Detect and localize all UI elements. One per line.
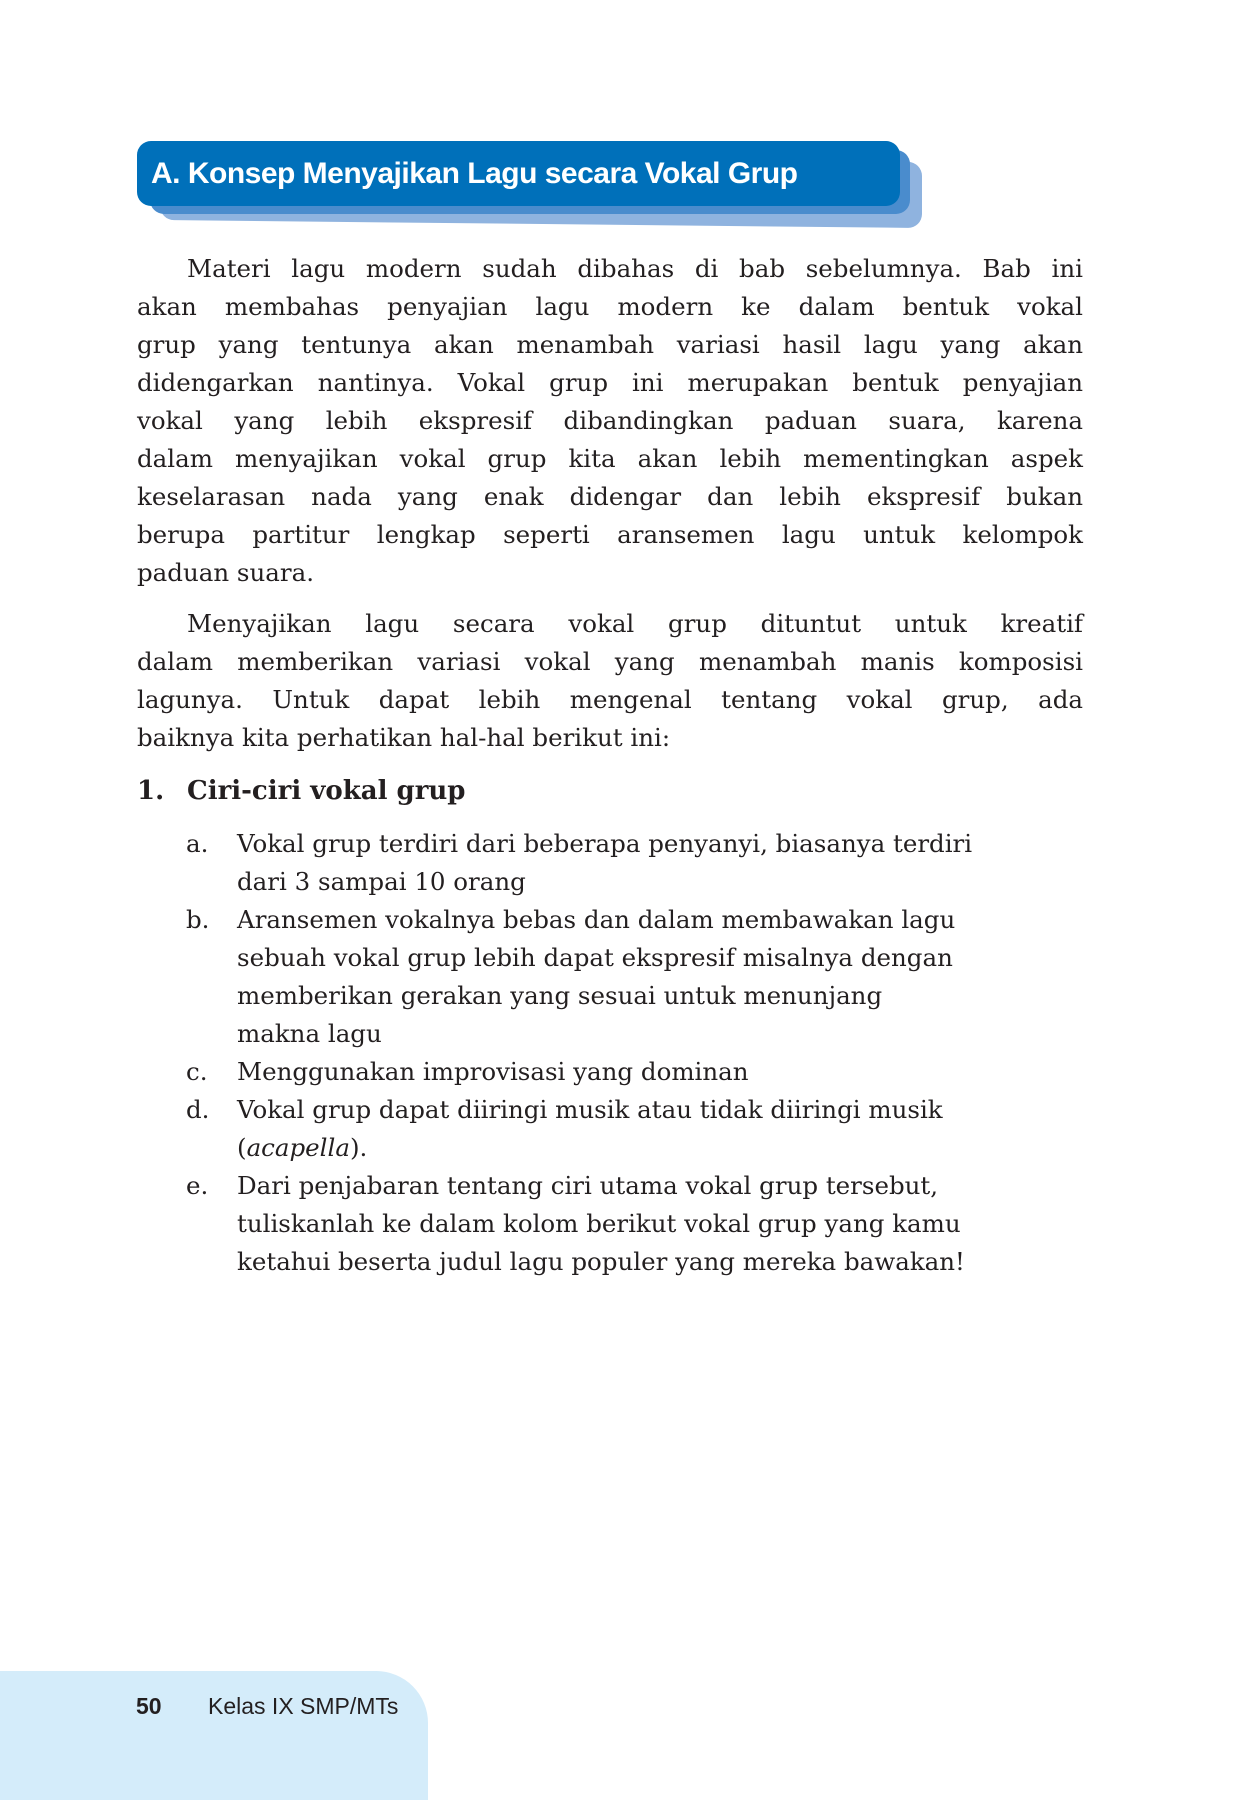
paragraph-line: paduan suara. — [137, 558, 314, 587]
list-item-line: tuliskanlah ke dalam kolom berikut vokal grup yang kamu — [237, 1209, 961, 1238]
characteristics-list — [186, 825, 972, 1281]
book-title: Kelas IX SMP/MTs — [208, 1693, 399, 1719]
paragraph-line: keselarasan nada yang enak didengar dan lebih ekspresif bukan — [137, 482, 1083, 511]
list-item-line: Vokal grup terdiri dari beberapa penyanyi, biasanya terdiri — [237, 829, 973, 858]
section-title: A. Konsep Menyajikan Lagu secara Vokal Grup — [137, 141, 900, 206]
paragraph-line: lagunya. Untuk dapat lebih mengenal tentang vokal grup, ada — [137, 685, 1083, 714]
subheading-number: 1. — [137, 776, 165, 806]
list-letter: e. — [186, 1171, 209, 1200]
list-letter: c. — [186, 1057, 208, 1086]
list-item-line: makna lagu — [237, 1019, 382, 1048]
list-item — [186, 1091, 972, 1167]
paragraph-line: dalam menyajikan vokal grup kita akan lebih mementingkan aspek — [137, 444, 1083, 473]
subheading-title: Ciri-ciri vokal grup — [187, 776, 466, 806]
paragraph-1 — [137, 250, 1083, 592]
list-item — [186, 901, 972, 1053]
list-item-line: memberikan gerakan yang sesuai untuk menunjang — [237, 981, 883, 1010]
list-item-line: dari 3 sampai 10 orang — [237, 867, 526, 896]
list-item — [186, 825, 972, 901]
list-item-line: Menggunakan improvisasi yang dominan — [237, 1057, 749, 1086]
list-item — [186, 1167, 972, 1281]
paragraph-line: vokal yang lebih ekspresif dibandingkan paduan suara, karena — [137, 406, 1083, 435]
paren-open: ( — [237, 1133, 247, 1162]
footer-band — [0, 1671, 428, 1800]
page-number: 50 — [136, 1693, 162, 1719]
paragraph-line: dalam memberikan variasi vokal yang menambah manis komposisi — [137, 647, 1083, 676]
list-letter: a. — [186, 829, 209, 858]
list-letter: d. — [186, 1095, 210, 1124]
list-item-line: Dari penjabaran tentang ciri utama vokal grup tersebut, — [237, 1171, 939, 1200]
paragraph-line: akan membahas penyajian lagu modern ke dalam bentuk vokal — [137, 292, 1083, 321]
paragraph-line: berupa partitur lengkap seperti aransemen lagu untuk kelompok — [137, 520, 1083, 549]
paragraph-line: didengarkan nantinya. Vokal grup ini merupakan bentuk penyajian — [137, 368, 1083, 397]
list-letter: b. — [186, 905, 210, 934]
list-item-line: sebuah vokal grup lebih dapat ekspresif misalnya dengan — [237, 943, 953, 972]
paragraph-line: Materi lagu modern sudah dibahas di bab sebelumnya. Bab ini — [187, 254, 1083, 283]
paren-close: ). — [349, 1133, 368, 1162]
paragraph-line: baiknya kita perhatikan hal-hal berikut ini: — [137, 723, 671, 752]
list-item — [186, 1053, 972, 1091]
italic-term: acapella — [246, 1133, 350, 1162]
list-item-line: Aransemen vokalnya bebas dan dalam membawakan lagu — [237, 905, 956, 934]
paragraph-line: Menyajikan lagu secara vokal grup dituntut untuk kreatif — [187, 609, 1083, 638]
list-item-line: ketahui beserta judul lagu populer yang mereka bawakan! — [237, 1247, 965, 1276]
list-item-line — [237, 1129, 972, 1167]
paragraph-line: grup yang tentunya akan menambah variasi hasil lagu yang akan — [137, 330, 1083, 359]
subheading — [137, 772, 465, 810]
list-item-line: Vokal grup dapat diiringi musik atau tidak diiringi musik — [237, 1095, 943, 1124]
paragraph-2 — [137, 605, 1083, 757]
